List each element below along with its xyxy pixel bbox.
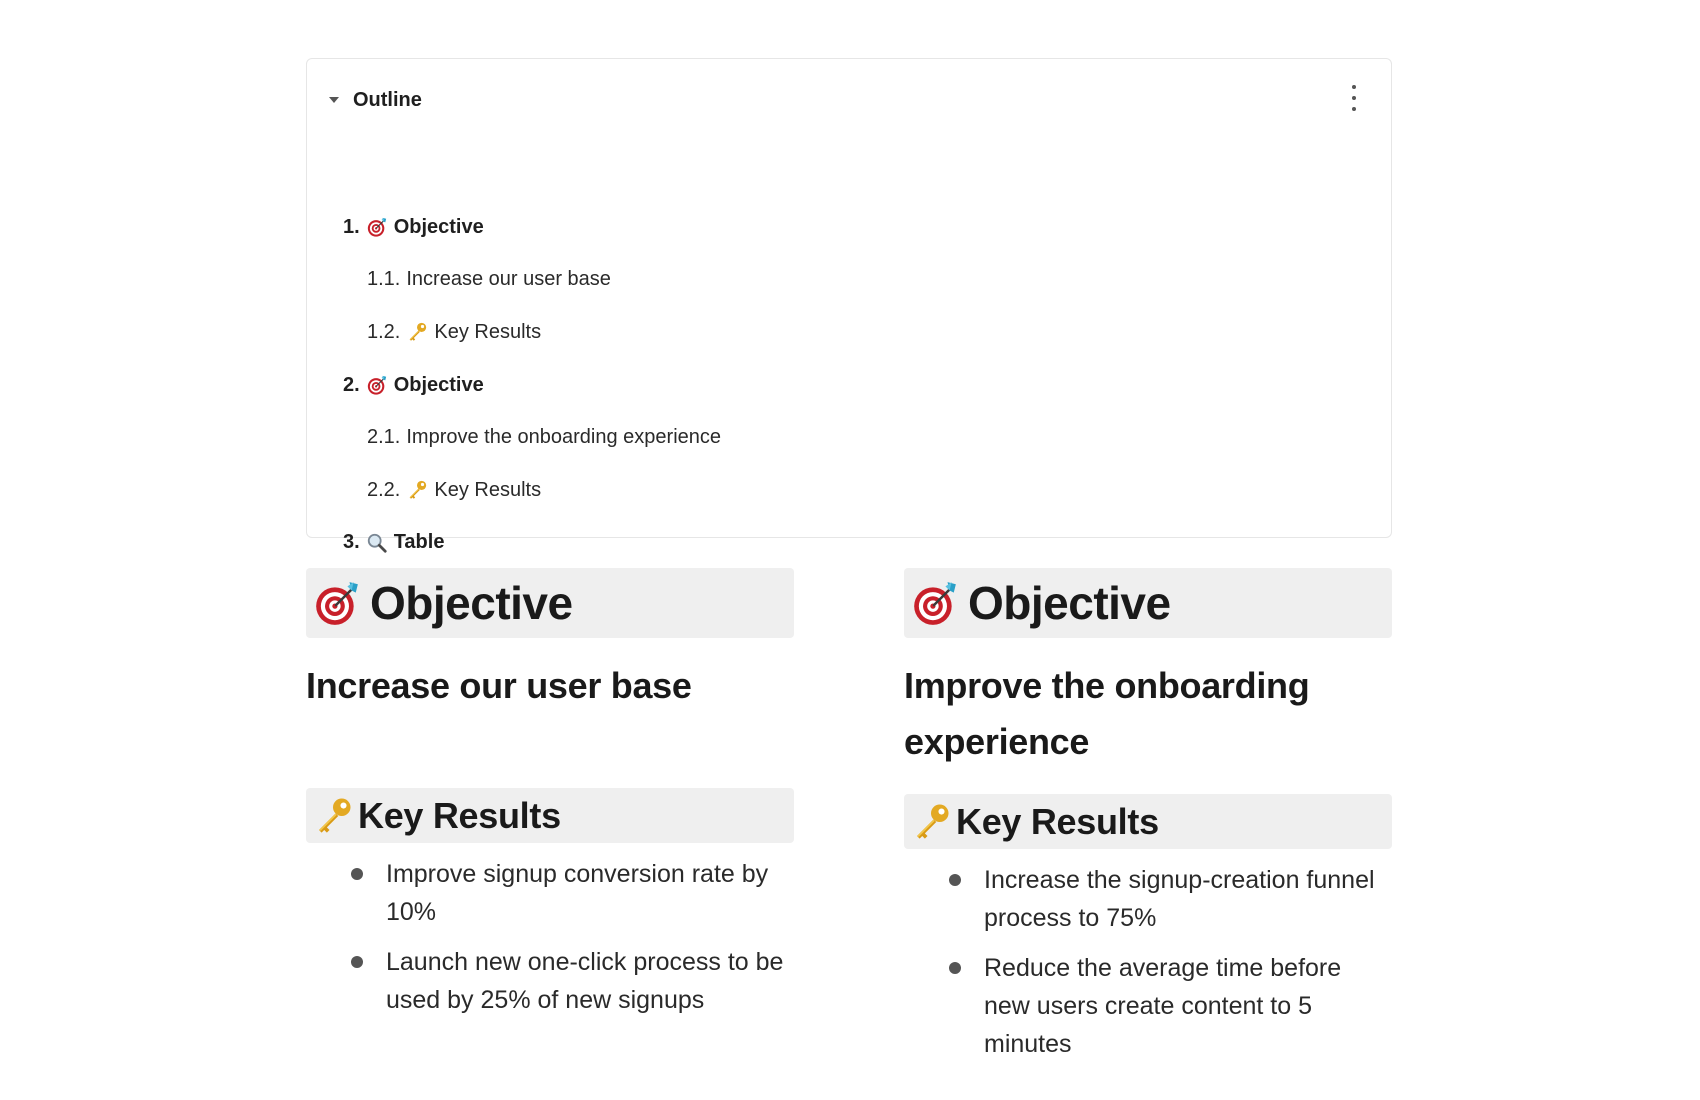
outline-item-label: Objective xyxy=(393,215,484,238)
outline-list xyxy=(343,201,721,569)
outline-item-objective-1[interactable] xyxy=(343,201,721,254)
outline-item-number: 2. xyxy=(343,373,360,396)
outline-item-objective-2[interactable] xyxy=(343,359,721,412)
objective-heading-text: Objective xyxy=(370,577,573,629)
target-icon xyxy=(312,578,362,628)
outline-item-key-results-1[interactable] xyxy=(343,306,721,359)
more-options-icon[interactable] xyxy=(1347,85,1361,111)
objective-column-2 xyxy=(904,568,1392,1075)
outline-item-number: 2.2. xyxy=(367,478,401,501)
target-icon xyxy=(910,578,960,628)
outline-toggle[interactable] xyxy=(329,85,422,115)
list-item[interactable]: Launch new one-click process to be used by 25% of new signups xyxy=(306,943,794,1019)
outline-item-number: 1. xyxy=(343,215,360,238)
outline-item-number: 2.1. xyxy=(367,426,401,449)
key-icon xyxy=(910,801,952,843)
objective-heading[interactable] xyxy=(904,568,1392,638)
outline-item-label: Key Results xyxy=(434,478,542,501)
list-item[interactable]: Reduce the average time before new users create content to 5 minutes xyxy=(904,949,1392,1063)
outline-item-label: Improve the onboarding experience xyxy=(406,426,722,449)
key-results-heading[interactable] xyxy=(904,794,1392,849)
outline-block xyxy=(306,58,1392,554)
target-icon xyxy=(366,216,388,238)
target-icon xyxy=(366,374,388,396)
outline-item-table[interactable] xyxy=(343,517,721,570)
outline-item-label: Key Results xyxy=(434,320,542,343)
objective-column-1 xyxy=(306,568,794,1031)
outline-item-objective-2-desc[interactable] xyxy=(343,411,721,464)
caret-down-icon[interactable] xyxy=(329,97,339,103)
objective-title[interactable]: Improve the onboarding experience xyxy=(904,665,1310,762)
outline-item-key-results-2[interactable] xyxy=(343,464,721,517)
key-results-heading-text: Key Results xyxy=(956,800,1159,842)
outline-item-objective-1-desc[interactable] xyxy=(343,254,721,307)
key-results-list xyxy=(306,855,794,1019)
key-icon xyxy=(406,479,428,501)
outline-item-number: 1.1. xyxy=(367,268,401,291)
key-results-heading[interactable] xyxy=(306,788,794,843)
outline-item-label: Increase our user base xyxy=(406,268,611,291)
outline-item-number: 1.2. xyxy=(367,320,401,343)
objective-heading-text: Objective xyxy=(968,577,1171,629)
objective-title[interactable]: Increase our user base xyxy=(306,665,692,706)
objective-heading[interactable] xyxy=(306,568,794,638)
key-icon xyxy=(312,795,354,837)
list-item[interactable]: Increase the signup-creation funnel process to 75% xyxy=(904,861,1392,937)
outline-item-label: Table xyxy=(393,531,445,554)
key-icon xyxy=(406,321,428,343)
key-results-list xyxy=(904,861,1392,1063)
magnifier-icon xyxy=(366,532,388,554)
outline-item-label: Objective xyxy=(393,373,484,396)
outline-title: Outline xyxy=(353,88,422,111)
outline-item-number: 3. xyxy=(343,531,360,554)
key-results-heading-text: Key Results xyxy=(358,794,561,836)
list-item[interactable]: Improve signup conversion rate by 10% xyxy=(306,855,794,931)
